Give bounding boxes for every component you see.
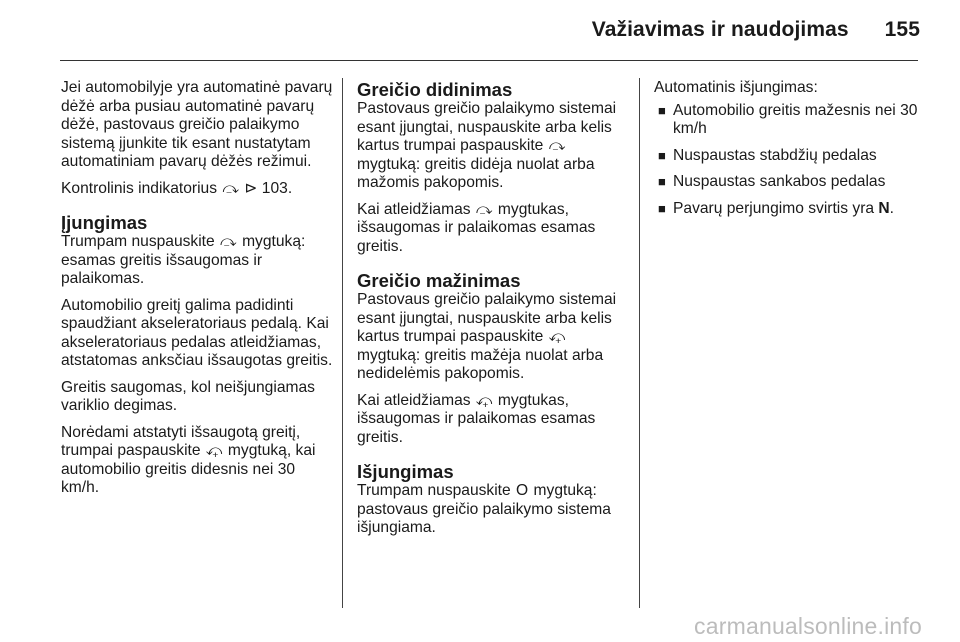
paragraph-automatic-transmission: Jei automobilyje yra automatinė pavarų dėžė arba pusiau automatinė pavarų dėžė, pastovaus greičio palaikymo sistemą įjunkite tik esant nustatytam automatiniam pavarų dėžės režimui.: [61, 79, 333, 170]
text-fragment: Trumpam nuspauskite: [357, 482, 511, 499]
cruise-set-icon: ⤼: [220, 233, 237, 250]
list-item-text: Nuspaustas sankabos pedalas: [673, 173, 886, 190]
bullet-icon: ■: [658, 200, 666, 216]
page-header: [592, 18, 920, 42]
paragraph-switch-on-3: Greitis saugomas, kol neišjungiamas variklio degimas.: [61, 378, 315, 414]
text-fragment: mygtuką: greitis didėja nuolat arba mažomis pakopomis.: [357, 155, 595, 191]
paragraph-switch-on-1: [61, 233, 333, 289]
text-fragment: mygtuką: greitis mažėja nuolat arba nedidelėmis pakopomis.: [357, 346, 604, 382]
text-fragment: Kai atleidžiamas: [357, 391, 471, 409]
page-number: 155: [884, 18, 920, 41]
heading-switching-on: Įjungimas: [61, 212, 148, 233]
indicator-text: Kontrolinis indikatorius: [61, 179, 218, 197]
column-divider-2: [639, 78, 640, 608]
list-item-text: Automobilio greitis mažesnis nei 30 km/h: [673, 101, 918, 137]
column-divider-1: [342, 78, 343, 608]
text-fragment: Pastovaus greičio palaikymo sistemai esant įjungtai, nuspauskite arba kelis kartus trumpai paspauskite: [357, 100, 617, 154]
list-item-text: Pavarų perjungimo svirtis yra: [673, 199, 875, 217]
text-fragment: Kai atleidžiamas: [357, 200, 471, 218]
automatic-deactivation-intro: Automatinis išjungimas:: [654, 79, 818, 96]
text-fragment: Norėdami atstatyti išsaugotą greitį, trumpai paspauskite: [61, 423, 301, 459]
text-fragment: mygtuką, kai automobilio greitis didesnis nei 30 km/h.: [61, 442, 316, 496]
cruise-resume-icon: ⤽: [205, 442, 223, 459]
gear-position-n: N: [878, 199, 890, 217]
paragraph-decrease-2: [357, 392, 629, 448]
paragraph-switch-off: [357, 482, 629, 538]
list-item: [654, 102, 920, 139]
watermark: carmanualsonline.info: [694, 613, 922, 639]
list-item: [654, 147, 920, 166]
heading-switching-off: Išjungimas: [357, 461, 454, 482]
paragraph-increase-1: [357, 100, 629, 193]
page-reference: 103.: [261, 179, 293, 197]
list-item-text: Nuspaustas stabdžių pedalas: [673, 146, 877, 164]
list-item: [654, 200, 920, 219]
heading-increasing-speed: Greičio didinimas: [357, 79, 513, 100]
cruise-resume-icon: ⤽: [475, 391, 493, 409]
paragraph-increase-2: [357, 201, 629, 257]
paragraph-decrease-1: [357, 291, 629, 384]
text-fragment: Trumpam nuspauskite: [61, 233, 215, 250]
header-rule: [60, 60, 918, 61]
deactivation-list: [654, 102, 920, 219]
text-fragment: mygtuką: esamas greitis išsaugomas ir palaikomas.: [61, 233, 306, 287]
list-item: [654, 173, 920, 192]
heading-decreasing-speed: Greičio mažinimas: [357, 270, 521, 291]
page-reference-arrow-icon: ⊳: [244, 179, 258, 197]
paragraph-switch-on-2: Automobilio greitį galima padidinti spaudžiant akseleratoriaus pedalą. Kai akseleratoriaus pedalas atleidžiamas, atstatomas anksčiau išsaugotas greitis.: [61, 296, 333, 369]
column-3: [654, 79, 920, 226]
bullet-icon: ■: [658, 147, 666, 163]
paragraph-indicator: [61, 180, 333, 199]
paragraph-switch-on-4: [61, 424, 333, 498]
column-2: [357, 79, 629, 546]
section-title: Važiavimas ir naudojimas: [591, 18, 849, 41]
text-fragment: Pastovaus greičio palaikymo sistemai esant įjungtai, nuspauskite arba kelis kartus trumpai paspauskite: [357, 291, 617, 345]
cruise-set-icon: ⤼: [548, 137, 566, 154]
cruise-off-icon: O: [516, 482, 529, 499]
cruise-set-icon: ⤼: [222, 179, 240, 197]
list-item-text: .: [889, 199, 895, 217]
text-fragment: mygtukas, išsaugomas ir palaikomas esamas greitis.: [357, 200, 596, 255]
bullet-icon: ■: [658, 174, 666, 189]
column-1: [61, 79, 333, 506]
cruise-resume-icon: ⤽: [548, 328, 566, 345]
cruise-set-icon: ⤼: [475, 200, 493, 218]
text-fragment: mygtukas, išsaugomas ir palaikomas esamas greitis.: [357, 391, 596, 446]
bullet-icon: ■: [658, 102, 666, 118]
text-fragment: mygtuką: pastovaus greičio palaikymo sistema išjungiama.: [357, 482, 611, 536]
